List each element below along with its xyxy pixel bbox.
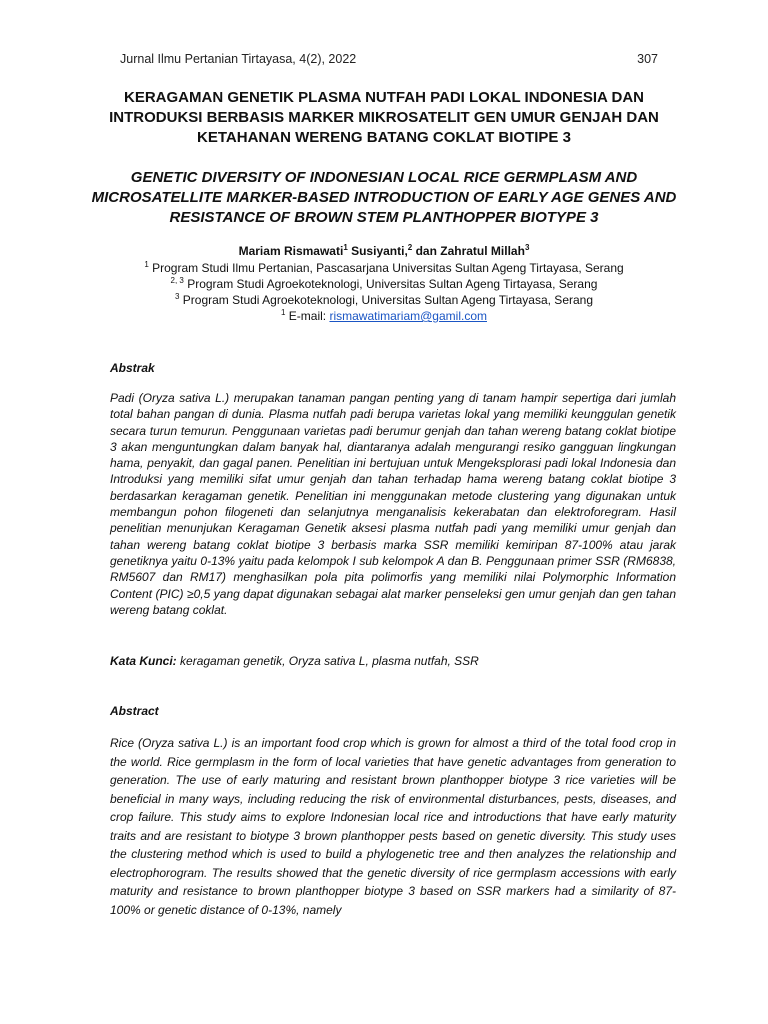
affiliation-3-sup: 3 [174,292,180,301]
author-1: Mariam Rismawati [238,244,344,258]
abstract-heading: Abstract [110,704,159,718]
author-2: Susiyanti, [347,244,408,258]
journal-citation: Jurnal Ilmu Pertanian Tirtayasa, 4(2), 2022 [120,52,357,66]
email-line [90,308,678,324]
affiliation-1 [90,260,678,276]
keywords-text: keragaman genetik, Oryza sativa L, plasma nutfah, SSR [176,654,479,668]
author-2-sup: 2 [407,243,413,252]
email-label: E-mail: [285,309,330,323]
affiliation-3-text: Program Studi Agroekoteknologi, Universitas Sultan Ageng Tirtayasa, Serang [179,293,594,307]
email-sup: 1 [280,308,286,317]
affiliation-2-text: Program Studi Agroekoteknologi, Universitas Sultan Ageng Tirtayasa, Serang [183,277,598,291]
keywords-line [110,654,676,668]
author-3-sup: 3 [524,243,530,252]
abstrak-text: Padi (Oryza sativa L.) merupakan tanaman pangan penting yang di tanam hampir sepertiga dari jumlah total bahan pangan di dunia. Plasma nutfah padi berupa varietas lokal yang memiliki keunggulan genetik secara turun temurun. Penggunaan varietas padi berumur genjah dan tahan wereng batang coklat biotipe 3 akan menguntungkan dalam banyak hal, diantaranya adalah mengurangi resiko gangguan lingkungan hama, penyakit, dan gagal panen. Penelitian ini bertujuan untuk Mengeksplorasi padi lokal Indonesia dan Introduksi yang memiliki sifat umur genjah dan tahan terhadap hama wereng batang coklat biotipe 3 berdasarkan keragaman genetik. Penelitian ini menggunakan metode clustering yang digunakan untuk membangun pohon filogeneti dan selanjutnya menganalisis kekerabatan dan elektroforegram. Hasil penelitian menunjukan Keragaman Genetik aksesi plasma nutfah padi yang memiliki umur genjah dan tahan wereng batang coklat biotipe 3 berbasis marka SSR memiliki kemiripan 87-100% atau jarak genetiknya yaitu 0-13% yaitu pada kelompok I sub kelompok A dan B. Penggunaan primer SSR (RM6838, RM5607 dan RM17) menghasilkan pola pita polimorfis yang memiliki nilai Polymorphic Information Content (PIC) ≥0,5 yang dapat digunakan sebagai alat marker penseleksi gen umur genjah dan gen tahan wereng batang coklat. [110,391,676,617]
page-number: 307 [637,52,658,66]
running-header [120,52,658,66]
email-link[interactable]: rismawatimariam@gamil.com [329,309,487,323]
author-3: dan Zahratul Millah [412,244,525,258]
abstract-text: Rice (Oryza sativa L.) is an important food crop which is grown for almost a third of the total food crop in the world. Rice germplasm in the form of local varieties that have genetic advantages from generation to generation. The use of early maturing and resistant brown planthopper biotype 3 rice varieties will be beneficial in many ways, including reducing the risk of environmental disturbances, pests, diseases, and crop failure. This study aims to explore Indonesian local rice and introductions that have early maturity traits and are resistant to biotype 3 brown planthopper pests based on genetic diversity. This study uses the clustering method which is used to build a phylogenetic tree and then analyzes the relationship and electrophorogram. The results showed that the genetic diversity of rice germplasm accessions with early maturity and resistance to brown planthopper biotype 3 based on SSR markers had a similarity of 87-100% or genetic distance of 0-13%, namely [110,736,676,917]
affiliation-1-sup: 1 [144,260,149,269]
keywords-label: Kata Kunci: [110,654,177,668]
abstrak-heading: Abstrak [110,361,155,375]
author-names [90,243,678,259]
affiliation-3 [90,292,678,308]
title-english: GENETIC DIVERSITY OF INDONESIAN LOCAL RICE GERMPLASM AND MICROSATELLITE MARKER-BASED INTRODUCTION OF EARLY AGE GENES AND RESISTANCE OF BROWN STEM PLANTHOPPER BIOTYPE 3 [91,169,677,226]
title-indonesian: KERAGAMAN GENETIK PLASMA NUTFAH PADI LOKAL INDONESIA DAN INTRODUKSI BERBASIS MARKER MIKROSATELIT GEN UMUR GENJAH DAN KETAHANAN WERENG BATANG COKLAT BIOTIPE 3 [109,89,659,146]
affiliation-2-sup: 2, 3 [170,276,184,285]
author-1-sup: 1 [343,243,348,252]
affiliation-1-text: Program Studi Ilmu Pertanian, Pascasarjana Universitas Sultan Ageng Tirtayasa, Serang [148,261,624,275]
author-block [90,243,678,324]
affiliation-2 [90,276,678,292]
